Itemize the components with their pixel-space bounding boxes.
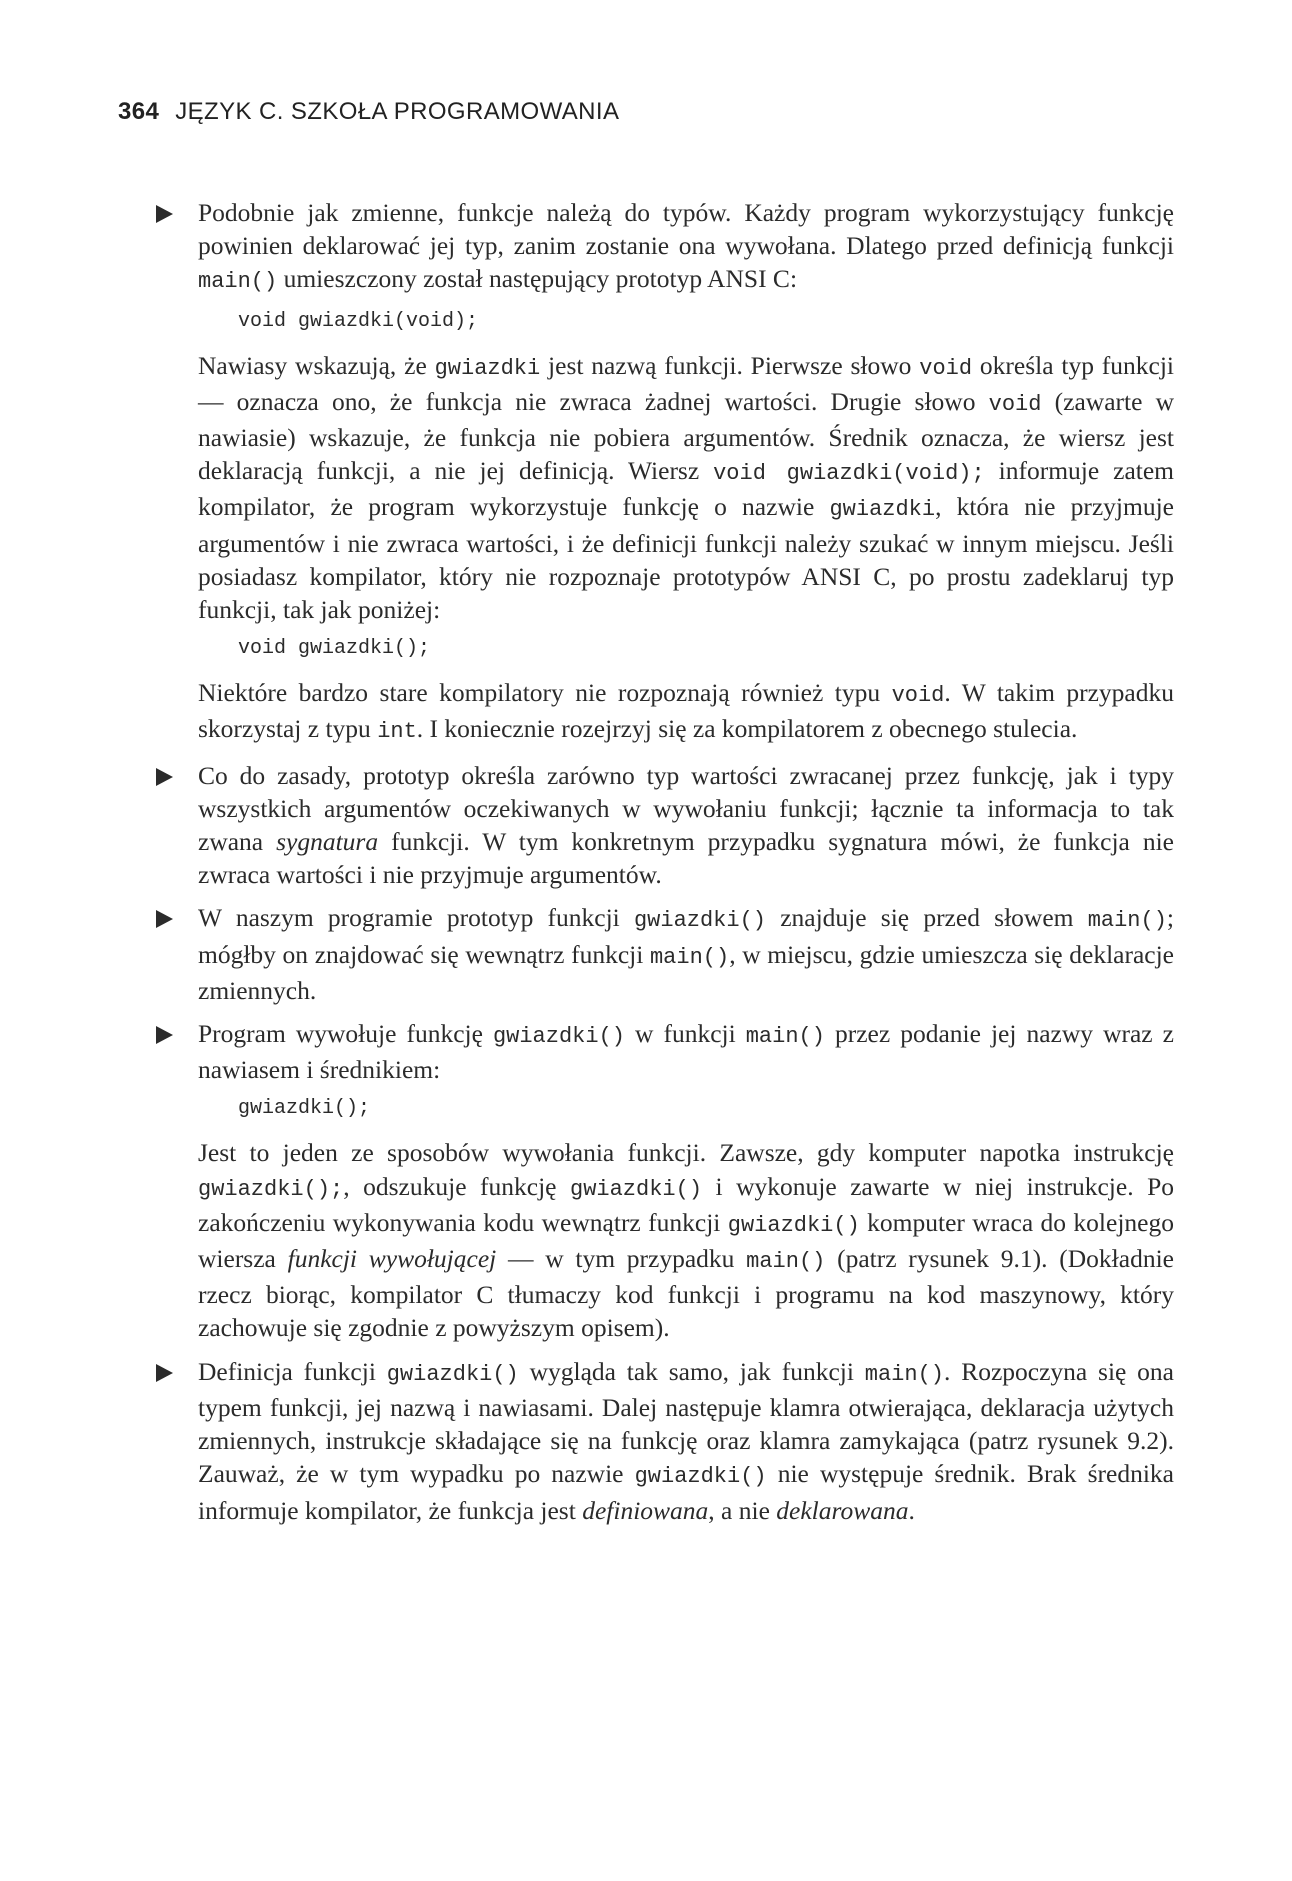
paragraph: W naszym programie prototyp funkcji gwiazdki() znajduje się przed słowem main(); mógłby on znajdować się wewnątrz funkcji main(), w miejscu, gdzie umieszcza się deklaracje zmiennych. <box>198 903 1175 1005</box>
code-snippet: gwiazdki(); <box>238 1097 371 1121</box>
bullet-triangle-icon <box>156 1364 173 1382</box>
paragraph: Co do zasady, prototyp określa zarówno typ wartości zwracanej przez funkcję, jak i typy wszystkich argumentów oczekiwanych w wywołaniu funkcji; łącznie ta informacja to tak zwana sygnatura funkcji. W tym konkretnym przypadku sygnatura mówi, że funkcja nie zwraca wartości i nie przyjmuje argumentów. <box>198 760 1174 890</box>
paragraph: Program wywołuje funkcję gwiazdki() w funkcji main() przez podanie jej nazwy wraz z nawiasem i średnikiem: <box>198 1019 1174 1085</box>
bullet-item <box>198 1355 1174 1527</box>
bullet-triangle-icon <box>156 910 173 928</box>
paragraph: Niektóre bardzo stare kompilatory nie rozpoznają również typu void. W takim przypadku skorzystaj z typu int. I koniecznie rozejrzyj się za kompilatorem z obecnego stulecia. <box>198 678 1174 745</box>
bullet-item <box>198 1017 1174 1345</box>
page-number: 364 <box>118 98 160 125</box>
bullet-triangle-icon <box>156 1026 173 1044</box>
paragraph: Nawiasy wskazują, że gwiazdki jest nazwą funkcji. Pierwsze słowo void określa typ funkcji — oznacza ono, że funkcja nie zwraca żadnej wartości. Drugie słowo void (zawarte w nawiasie) wskazuje, że funkcja nie pobiera argumentów. Średnik oznacza, że wiersz jest deklaracją funkcji, a nie jej definicją. Wiersz void gwiazdki(void); informuje zatem kompilator, że program wykorzystuje funkcję o nazwie gwiazdki, która nie przyjmuje argumentów i nie zwraca wartości, i że definicji funkcji należy szukać w innym miejscu. Jeśli posiadasz kompilator, który nie rozpoznaje prototypów ANSI C, po prostu zadeklaruj typ funkcji, tak jak poniżej: <box>198 350 1175 625</box>
bullet-triangle-icon <box>156 205 173 223</box>
code-snippet: void gwiazdki(void); <box>238 309 479 333</box>
code-snippet: void gwiazdki(); <box>238 637 431 661</box>
paragraph: Podobnie jak zmienne, funkcje należą do typów. Każdy program wykorzystujący funkcję powinien deklarować jej typ, zanim zostanie ona wywołana. Dlatego przed definicją funkcji main() umieszczony został następujący prototyp ANSI C: <box>198 198 1174 295</box>
paragraph: Jest to jeden ze sposobów wywołania funkcji. Zawsze, gdy komputer napotka instrukcję gwiazdki();, odszukuje funkcję gwiazdki() i wykonuje zawarte w niej instrukcje. Po zakończeniu wykonywania kodu wewnątrz funkcji gwiazdki() komputer wraca do kolejnego wiersza funkcji wywołującej — w tym przypadku main() (patrz rysunek 9.1). (Dokładnie rzecz biorąc, kompilator C tłumaczy kod funkcji i programu na kod maszynowy, który zachowuje się zgodnie z powyższym opisem). <box>198 1138 1175 1343</box>
bullet-triangle-icon <box>156 768 173 786</box>
paragraph: Definicja funkcji gwiazdki() wygląda tak samo, jak funkcji main(). Rozpoczyna się ona typem funkcji, jej nazwą i nawiasami. Dalej następuje klamra otwierająca, deklaracja użytych zmiennych, instrukcje składające się na funkcję oraz klamra zamykająca (patrz rysunek 9.2). Zauważ, że w tym wypadku po nazwie gwiazdki() nie występuje średnik. Brak średnika informuje kompilator, że funkcja jest definiowana, a nie deklarowana. <box>198 1356 1174 1525</box>
bullet-item <box>198 196 1174 749</box>
book-title: JĘZYK C. SZKOŁA PROGRAMOWANIA <box>175 98 620 125</box>
body-text <box>198 196 1174 1537</box>
running-head <box>118 98 619 126</box>
bullet-item <box>198 759 1174 892</box>
bullet-item <box>198 901 1174 1007</box>
